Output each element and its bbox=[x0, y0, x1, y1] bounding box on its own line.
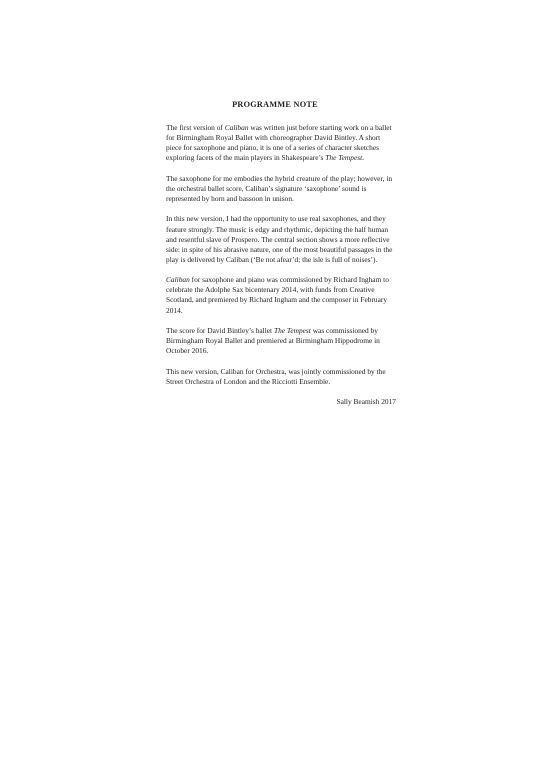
page-title: PROGRAMME NOTE bbox=[232, 100, 318, 109]
p5-ballet-title: The Tempest bbox=[273, 326, 311, 336]
paragraph-new-version: In this new version, I had the opportunity to use real saxophones, and they feature strongly. The music is edgy and rhythmic, depicting the half human and resentful slave of Prospero. The central section shows a more reflective side: in spite of his abrasive nature, one of the most beautiful passages in the play is delivered by Caliban (‘Be not afear’d; the isle is full of noises’). bbox=[166, 214, 393, 264]
p4-work-title: Caliban bbox=[166, 275, 190, 285]
p5-text-c: was commissioned by Birmingham Royal Ballet and premiered at Birmingham Hippodrome in October 2016. bbox=[166, 326, 380, 356]
p1-work-title: Caliban bbox=[224, 123, 249, 132]
p1-text-c: was written just before starting work on a ballet for Birmingham Royal Ballet with choreographer David Bintley. A short piece for saxophone and piano, it is one of a series of character sketches exploring facets of the main players in Shakespeare’s bbox=[166, 123, 392, 163]
p4-text-b: for saxophone and piano was commissioned by Richard Ingham to celebrate the Adolphe Sax bicentenary 2014, with funds from Creative Scotland, and premiered by Richard Ingham and the composer in February 2014. bbox=[166, 275, 389, 315]
p1-play-title: The Tempest bbox=[325, 153, 363, 163]
paragraph-ballet-score bbox=[166, 326, 396, 356]
signature: Sally Beamish 2017 bbox=[336, 397, 396, 407]
note-body bbox=[166, 123, 396, 407]
paragraph-first-version bbox=[166, 123, 396, 163]
p1-text-e: . bbox=[362, 153, 365, 163]
paragraph-orchestra-version: This new version, Caliban for Orchestra, was jointly commissioned by the Street Orchestra of London and the Ricciotti Ensemble. bbox=[166, 366, 386, 386]
p5-text-a: The score for David Bintley’s ballet bbox=[166, 326, 274, 336]
paragraph-saxophone: The saxophone for me embodies the hybrid creature of the play; however, in the orchestral ballet score, Caliban’s signature ‘saxophone’ sound is represented by horn and bassoon in unison. bbox=[166, 173, 393, 203]
paragraph-commission bbox=[166, 275, 396, 315]
p1-text-a: The first version of bbox=[166, 123, 225, 132]
